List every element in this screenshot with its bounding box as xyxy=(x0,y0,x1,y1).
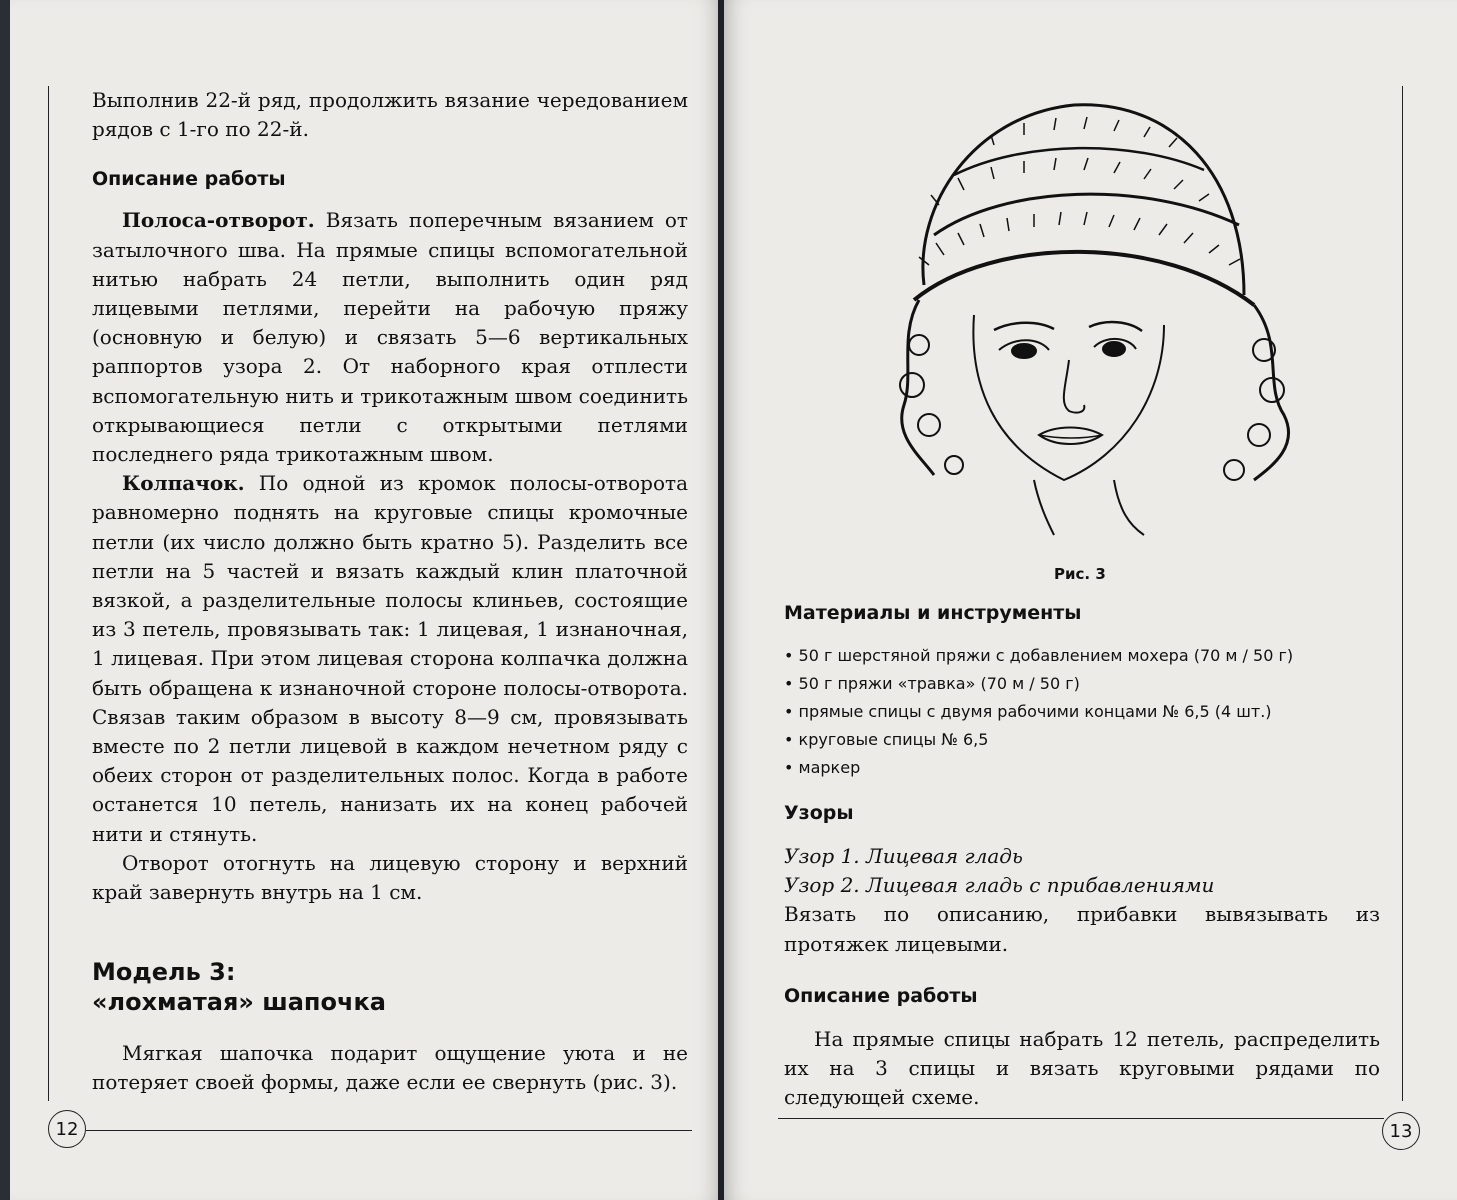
left-footer-rule xyxy=(86,1130,692,1131)
pattern-1: Узор 1. Лицевая гладь xyxy=(784,844,1023,868)
materials-item: • прямые спицы с двумя рабочими концами № 6,5 (4 шт.) xyxy=(784,702,1272,721)
right-page-content xyxy=(784,602,1380,1112)
right-footer-rule xyxy=(778,1118,1384,1119)
work-description: На прямые спицы набрать 12 петель, распределить их на 3 спицы и вязать круговыми рядами по следующей схеме. xyxy=(784,1026,1380,1110)
page-number-left: 12 xyxy=(48,1110,86,1148)
paragraph-strip-text: Вязать поперечным вязанием от затылочного шва. На прямые спицы вспомогательной нитью набрать 24 петли, выполнить один ряд лицевыми петлями, перейти на рабочую пряжу (основную и белую) и связать 5—6 вертикальных раппортов узора 2. От наборного края отплести вспомогательную нить и трикотажным швом соединить открывающиеся петли с открытыми петлями последнего ряда трикотажным швом. xyxy=(92,208,688,467)
pattern-2: Узор 2. Лицевая гладь с прибавлениями xyxy=(784,873,1215,898)
materials-item: • 50 г пряжи «травка» (70 м / 50 г) xyxy=(784,674,1080,693)
left-page-content xyxy=(92,86,688,1098)
materials-item: • маркер xyxy=(784,758,861,777)
model-description: Мягкая шапочка подарит ощущение уюта и не потеряет своей формы, даже если ее свернуть (рис. 3). xyxy=(92,1041,688,1095)
paragraph-cap-lead: Колпачок. xyxy=(122,471,245,496)
intro-paragraph: Выполнив 22-й ряд, продолжить вязание чередованием рядов с 1-го по 22-й. xyxy=(92,88,688,142)
materials-item: • 50 г шерстяной пряжи с добавлением мохера (70 м / 50 г) xyxy=(784,646,1294,665)
paragraph-cap xyxy=(92,469,688,849)
right-margin-rule xyxy=(1402,86,1403,1101)
materials-heading: Материалы и инструменты xyxy=(784,602,1082,624)
left-margin-rule xyxy=(48,86,49,1101)
paragraph-finish: Отворот отогнуть на лицевую сторону и верхний край завернуть внутрь на 1 см. xyxy=(92,850,688,905)
patterns-heading: Узоры xyxy=(784,802,854,824)
figure-caption: Рис. 3 xyxy=(1054,565,1106,583)
model-title xyxy=(92,957,688,1017)
left-page xyxy=(10,0,722,1200)
pattern-2-description: Вязать по описанию, прибавки вывязывать из протяжек лицевыми. xyxy=(784,902,1380,956)
section-heading-work: Описание работы xyxy=(92,168,286,191)
paragraph-strip-lead: Полоса-отворот. xyxy=(122,208,315,233)
figure-woman-hat-illustration xyxy=(844,85,1314,540)
right-page xyxy=(724,0,1457,1200)
work-heading: Описание работы xyxy=(784,984,978,1007)
page-number-right: 13 xyxy=(1382,1112,1420,1150)
paragraph-strip xyxy=(92,206,688,469)
materials-list xyxy=(784,642,1380,782)
paragraph-cap-text: По одной из кромок полосы-отворота равномерно поднять на круговые спицы кромочные петли (их число должно быть кратно 5). Разделить все петли на 5 частей и вязать каждый клин платочной вязкой, а разделительные полосы клиньев, состоящие из 3 петель, провязывать так: 1 лицевая, 1 изнаночная, 1 лицевая. При этом лицевая сторона колпачка должна быть обращена к изнаночной стороне полосы-отворота. Связав таким образом в высоту 8—9 см, провязывать вместе по 2 петли лицевой в каждом нечетном ряду с обеих сторон от разделительных полос. Когда в работе останется 10 петель, нанизать их на конец рабочей нити и стянуть. xyxy=(92,471,688,846)
model-title-line-1: Модель 3: xyxy=(92,958,236,987)
model-title-line-2: «лохматая» шапочка xyxy=(92,988,386,1017)
materials-item: • круговые спицы № 6,5 xyxy=(784,730,989,749)
